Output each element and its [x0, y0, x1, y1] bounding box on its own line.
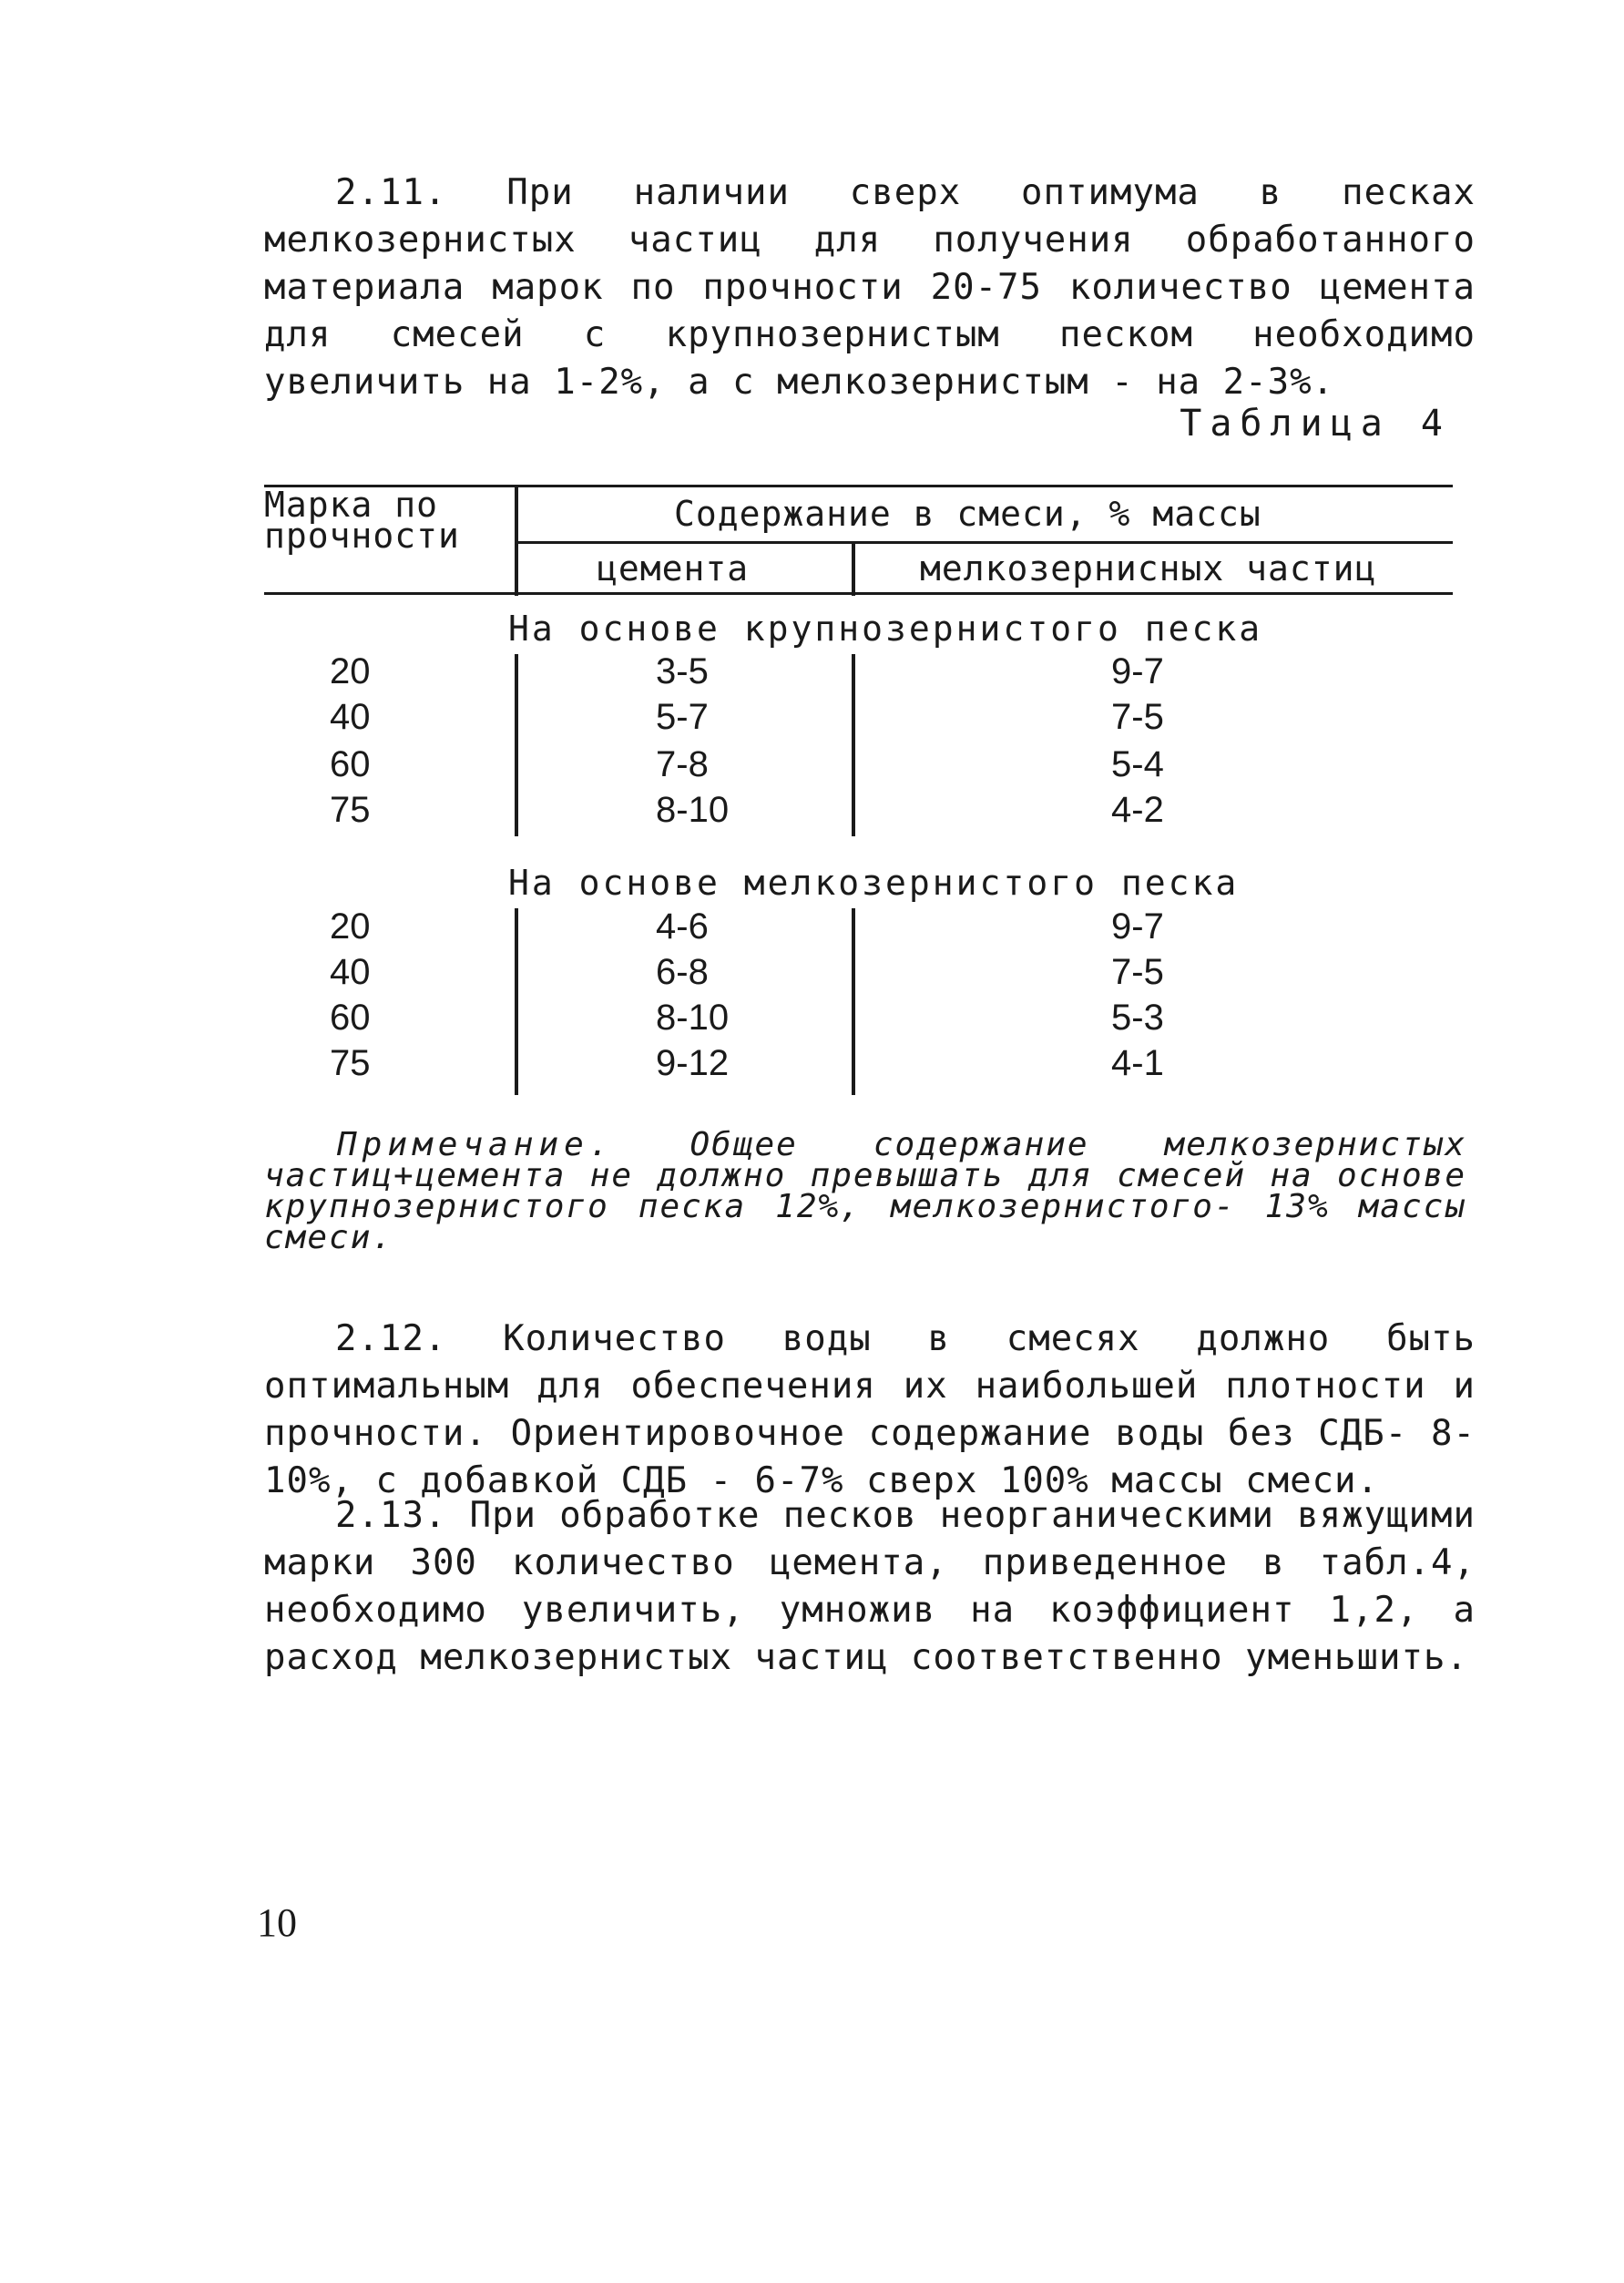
- paragraph-2-11: [264, 169, 1476, 406]
- s2-r4-cement: 9-12: [656, 1043, 730, 1083]
- table-note: [264, 1126, 1466, 1256]
- s2-r2-cement: 6-8: [656, 952, 709, 992]
- s2-r1-grade: 20: [330, 906, 371, 947]
- table-group-rule: [516, 541, 1453, 544]
- s1-r4-grade: 75: [330, 790, 371, 830]
- s2-r2-grade: 40: [330, 952, 371, 992]
- table-caption: Таблица 4: [1180, 403, 1451, 445]
- paragraph-2-12-text: 2.12. Количество воды в смесях должно быть оптимальным для обеспечения их наибольшей плотности и прочности. Ориентировочное содержание воды без СДБ- 8-10%, с добавкой СДБ - 6-7% сверх 100% массы смеси.: [264, 1318, 1476, 1501]
- s2-r4-fine: 4-1: [1111, 1043, 1164, 1083]
- s1-r4-cement: 8-10: [656, 790, 730, 830]
- s2-r3-cement: 8-10: [656, 998, 730, 1038]
- s1-r2-grade: 40: [330, 697, 371, 737]
- s1-r2-fine: 7-5: [1111, 697, 1164, 737]
- section2-divider-1: [515, 908, 518, 1095]
- header-content-group: Содержание в смеси, % массы: [674, 494, 1261, 534]
- note-label: Примечание.: [337, 1126, 615, 1163]
- table-header-bottom-rule: [264, 592, 1453, 595]
- note-text: Общее содержание мелкозернистых частиц+цемента не должно превышать для смесей на основе крупнозернистого песка 12%, мелкозернистого- 13% массы смеси.: [264, 1126, 1466, 1256]
- s2-r3-fine: 5-3: [1111, 998, 1164, 1038]
- s2-r2-fine: 7-5: [1111, 952, 1164, 992]
- s2-r1-cement: 4-6: [656, 906, 709, 947]
- s1-r1-cement: 3-5: [656, 651, 709, 691]
- paragraph-2-13: [264, 1492, 1476, 1682]
- section1-divider-2: [852, 654, 855, 836]
- section-title-coarse: На основе крупнозернистого песка: [508, 609, 1263, 649]
- s2-r1-fine: 9-7: [1111, 906, 1164, 947]
- header-fine-particles: мелкозернисных частиц: [920, 548, 1377, 589]
- s1-r4-fine: 4-2: [1111, 790, 1164, 830]
- paragraph-2-11-text: 2.11. При наличии сверх оптимума в песках мелкозернистых частиц для получения обработанного материала марок по прочности 20-75 количество цемента для смесей с крупнозернистым песком необходимо увеличить на 1-2%, а с мелкозернистым - на 2-3%.: [264, 172, 1476, 403]
- section-title-fine: На основе мелкозернистого песка: [508, 863, 1240, 903]
- header-grade-line2: прочности: [264, 516, 460, 556]
- header-divider-2: [852, 541, 855, 596]
- section1-divider-1: [515, 654, 518, 836]
- paragraph-2-13-text: 2.13. При обработке песков неорганическими вяжущими марки 300 количество цемента, приведенное в табл.4, необходимо увеличить, умножив на коэффициент 1,2, а расход мелкозернистых частиц соответственно уменьшить.: [264, 1495, 1476, 1678]
- s1-r2-cement: 5-7: [656, 697, 709, 737]
- section2-divider-2: [852, 908, 855, 1095]
- paragraph-2-12: [264, 1316, 1476, 1505]
- s1-r3-fine: 5-4: [1111, 744, 1164, 784]
- header-divider-1: [515, 485, 518, 596]
- header-cement: цемента: [597, 548, 750, 589]
- page-number: 10: [257, 1900, 297, 1945]
- table-top-rule: [264, 485, 1453, 487]
- s2-r3-grade: 60: [330, 998, 371, 1038]
- s1-r1-grade: 20: [330, 651, 371, 691]
- s1-r3-cement: 7-8: [656, 744, 709, 784]
- s2-r4-grade: 75: [330, 1043, 371, 1083]
- s1-r1-fine: 9-7: [1111, 651, 1164, 691]
- s1-r3-grade: 60: [330, 744, 371, 784]
- table-4: [264, 485, 1453, 1104]
- header-grade-line1: Марка по: [264, 485, 439, 525]
